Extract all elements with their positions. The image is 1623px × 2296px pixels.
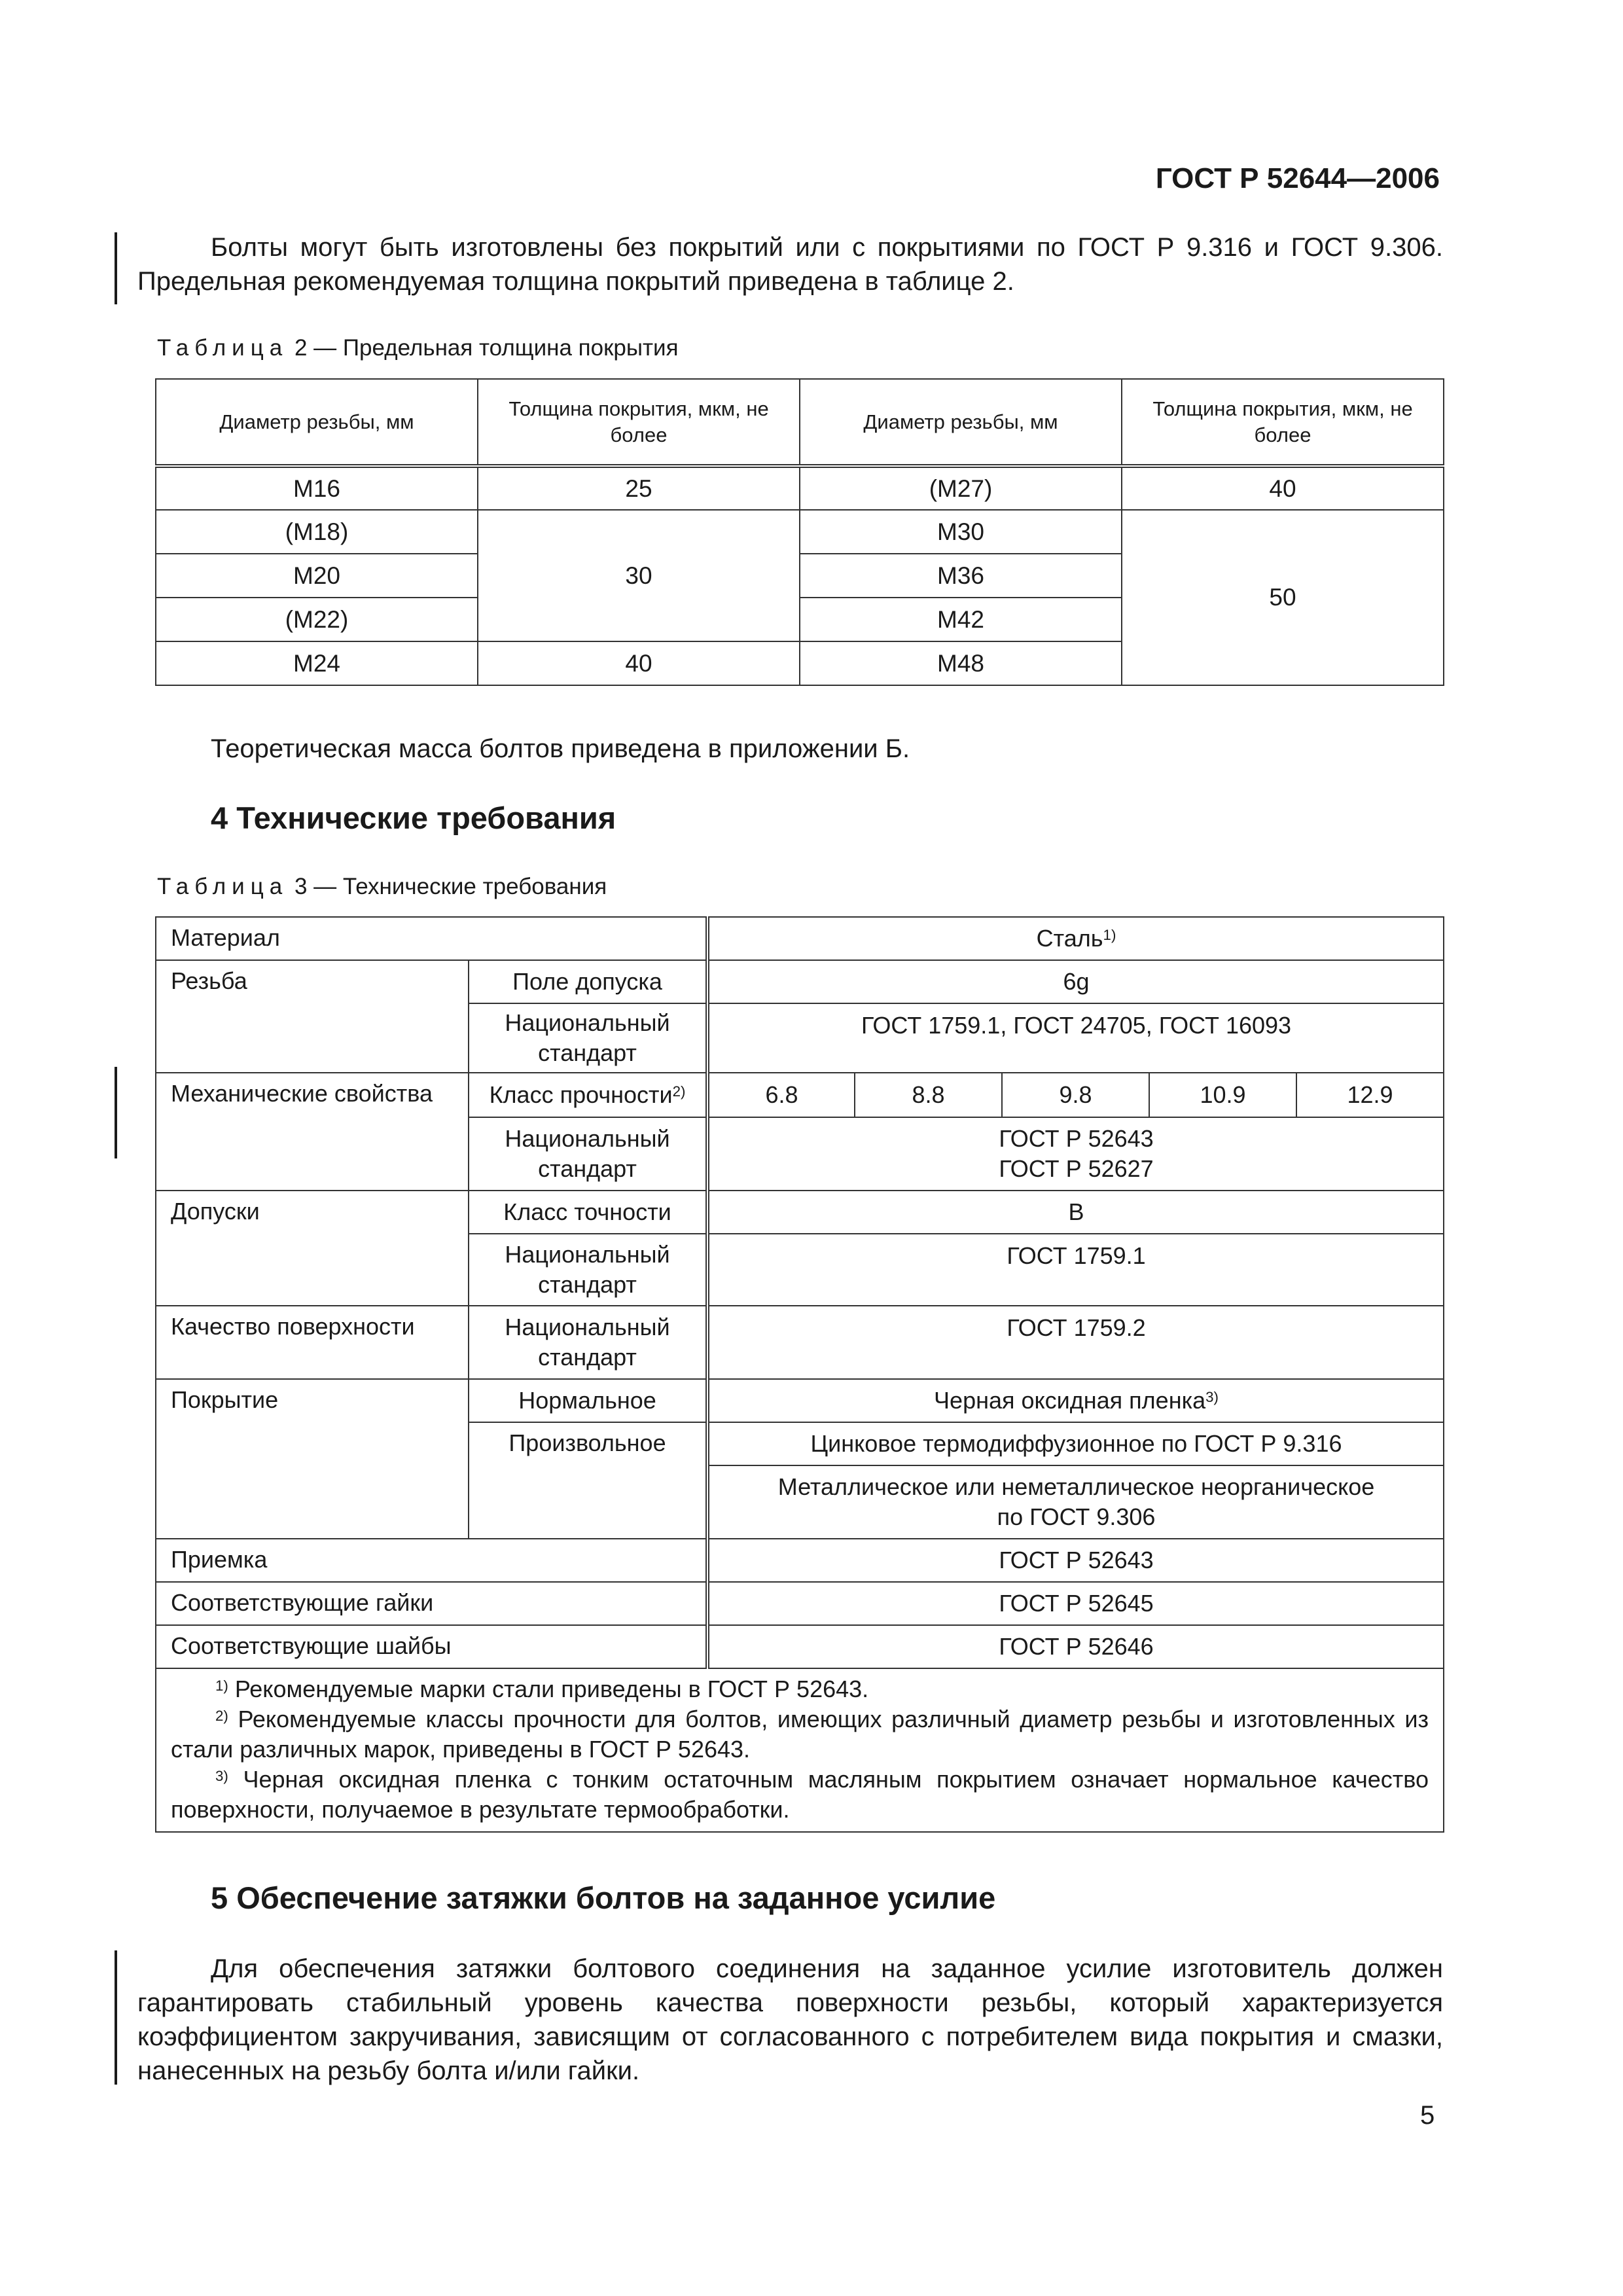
footnote-ref: 2) — [672, 1083, 686, 1100]
section4-heading: 4 Технические требования — [211, 800, 616, 835]
footnote-2 — [171, 1704, 1429, 1765]
coating-arbitrary-value2 — [707, 1465, 1444, 1539]
table2-header-row — [156, 379, 1444, 466]
table2-header-diameter-right: Диаметр резьбы, мм — [800, 379, 1122, 466]
footnote-mark: 1) — [215, 1677, 228, 1694]
table3-caption-label: Таблица — [157, 874, 289, 899]
table2-caption-text: 2 — Предельная толщина покрытия — [288, 335, 679, 361]
surface-label: Качество поверхности — [156, 1306, 469, 1379]
coating-normal-label: Нормальное — [469, 1379, 707, 1422]
strength-class-value: 8.8 — [855, 1073, 1002, 1117]
table2-caption — [157, 335, 679, 361]
diameter-cell: (М18) — [156, 510, 478, 554]
diameter-cell: М16 — [156, 466, 478, 510]
intro-paragraph: Болты могут быть изготовлены без покрытий или с покрытиями по ГОСТ Р 9.316 и ГОСТ 9.306. Предельная рекомендуемая толщина покрытий приведена в таблице 2. — [137, 233, 1443, 296]
section5-paragraph: Для обеспечения затяжки болтового соединения на заданное усилие изготовитель должен гарантировать стабильный уровень качества поверхности резьбы, который характеризуется коэффициентом закручивания, зависящим от согласованного с потребителем вида покрытия и смазки, нанесенных на резьбу болта и/или гайки. — [137, 1954, 1443, 2085]
mechanical-label: Механические свойства — [156, 1073, 469, 1191]
mechanical-standard-value — [707, 1117, 1444, 1191]
coating-arbitrary-value2-line2: по ГОСТ 9.306 — [997, 1503, 1156, 1530]
coating-arbitrary-value2-line1: Металлическое или неметаллическое неорганическое — [777, 1473, 1375, 1500]
diameter-cell: (М22) — [156, 598, 478, 641]
surface-standard-label: Национальный стандарт — [469, 1306, 707, 1379]
tolerances-label: Допуски — [156, 1191, 469, 1306]
thread-standard-value: ГОСТ 1759.1, ГОСТ 24705, ГОСТ 16093 — [707, 1003, 1444, 1073]
acceptance-value: ГОСТ Р 52643 — [707, 1539, 1444, 1582]
footnote-mark: 2) — [215, 1707, 228, 1724]
change-bar-bottom — [115, 1950, 117, 2085]
washers-label: Соответствующие шайбы — [156, 1625, 707, 1668]
diameter-cell: М30 — [800, 510, 1122, 554]
footnote-text: Черная оксидная пленка с тонким остаточным масляным покрытием означает нормальное качество поверхности, получаемое в результате термообработки. — [171, 1766, 1429, 1823]
diameter-cell: М20 — [156, 554, 478, 598]
diameter-cell: М48 — [800, 641, 1122, 685]
table-row — [156, 1625, 1444, 1668]
page-number: 5 — [1420, 2101, 1435, 2130]
nuts-label: Соответствующие гайки — [156, 1582, 707, 1625]
table3-caption-text: 3 — Технические требования — [294, 874, 607, 899]
acceptance-label: Приемка — [156, 1539, 707, 1582]
theoretical-mass-note: Теоретическая масса болтов приведена в приложении Б. — [211, 734, 910, 763]
diameter-cell: (М27) — [800, 466, 1122, 510]
technical-requirements-table — [155, 916, 1444, 1833]
diameter-cell: М42 — [800, 598, 1122, 641]
table-row — [156, 917, 1444, 960]
footnotes-row — [156, 1668, 1444, 1832]
footnote-mark: 3) — [215, 1767, 228, 1784]
thickness-cell: 50 — [1122, 510, 1444, 685]
footnotes-cell — [156, 1668, 1444, 1832]
thread-standard-label: Национальный стандарт — [469, 1003, 707, 1073]
material-label: Материал — [156, 917, 707, 960]
accuracy-class-label: Класс точности — [469, 1191, 707, 1234]
change-bar-top — [115, 232, 117, 304]
section5-heading: 5 Обеспечение затяжки болтов на заданное усилие — [211, 1880, 996, 1915]
table2-header-thickness-right: Толщина покрытия, мкм, не более — [1122, 379, 1444, 466]
tolerances-standard-label: Национальный стандарт — [469, 1234, 707, 1306]
table2-header-thickness-left: Толщина покрытия, мкм, не более — [478, 379, 800, 466]
table2-caption-label: Таблица — [157, 335, 289, 361]
coating-arbitrary-label: Произвольное — [469, 1422, 707, 1539]
footnote-ref: 1) — [1103, 926, 1116, 943]
coating-arbitrary-value1: Цинковое термодиффузионное по ГОСТ Р 9.316 — [707, 1422, 1444, 1465]
table-row — [156, 1539, 1444, 1582]
surface-standard-value: ГОСТ 1759.2 — [707, 1306, 1444, 1379]
coating-normal-value-cell — [707, 1379, 1444, 1422]
thread-tolerance-label: Поле допуска — [469, 960, 707, 1003]
document-code: ГОСТ Р 52644—2006 — [1155, 162, 1440, 194]
thickness-cell: 40 — [1122, 466, 1444, 510]
thread-tolerance-value: 6g — [707, 960, 1444, 1003]
table-row — [156, 1191, 1444, 1234]
diameter-cell: М36 — [800, 554, 1122, 598]
table-row — [156, 960, 1444, 1003]
table-row — [156, 1306, 1444, 1379]
strength-class-label-cell — [469, 1073, 707, 1117]
thread-label: Резьба — [156, 960, 469, 1073]
footnote-ref: 3) — [1205, 1388, 1219, 1405]
footnote-3 — [171, 1765, 1429, 1825]
coating-normal-value: Черная оксидная пленка — [934, 1387, 1206, 1414]
table2-header-diameter-left: Диаметр резьбы, мм — [156, 379, 478, 466]
footnote-text: Рекомендуемые классы прочности для болтов, имеющих различный диаметр резьбы и изготовленных из стали различных марок, приведены в ГОСТ Р 52643. — [171, 1706, 1429, 1763]
footnote-text: Рекомендуемые марки стали приведены в ГОСТ Р 52643. — [228, 1676, 869, 1702]
coating-thickness-table — [155, 378, 1444, 686]
accuracy-class-value: В — [707, 1191, 1444, 1234]
strength-class-value: 6.8 — [707, 1073, 855, 1117]
material-value: Сталь — [1036, 925, 1103, 952]
table-row — [156, 1073, 1444, 1117]
nuts-value: ГОСТ Р 52645 — [707, 1582, 1444, 1625]
washers-value: ГОСТ Р 52646 — [707, 1625, 1444, 1668]
mechanical-standard-line2: ГОСТ Р 52627 — [999, 1155, 1154, 1182]
mechanical-standard-line1: ГОСТ Р 52643 — [999, 1125, 1154, 1152]
table-row — [156, 466, 1444, 510]
strength-class-value: 12.9 — [1296, 1073, 1444, 1117]
table-row — [156, 1582, 1444, 1625]
material-value-cell — [707, 917, 1444, 960]
footnote-1 — [171, 1674, 1429, 1704]
diameter-cell: М24 — [156, 641, 478, 685]
table3-caption — [157, 874, 607, 900]
table-row — [156, 1379, 1444, 1422]
tolerances-standard-value: ГОСТ 1759.1 — [707, 1234, 1444, 1306]
strength-class-value: 10.9 — [1149, 1073, 1296, 1117]
thickness-cell: 30 — [478, 510, 800, 641]
strength-class-value: 9.8 — [1002, 1073, 1149, 1117]
strength-class-label: Класс прочности — [489, 1081, 673, 1108]
thickness-cell: 25 — [478, 466, 800, 510]
coating-label: Покрытие — [156, 1379, 469, 1539]
table-row — [156, 510, 1444, 554]
change-bar-middle — [115, 1067, 117, 1158]
thickness-cell: 40 — [478, 641, 800, 685]
mechanical-standard-label: Национальный стандарт — [469, 1117, 707, 1191]
